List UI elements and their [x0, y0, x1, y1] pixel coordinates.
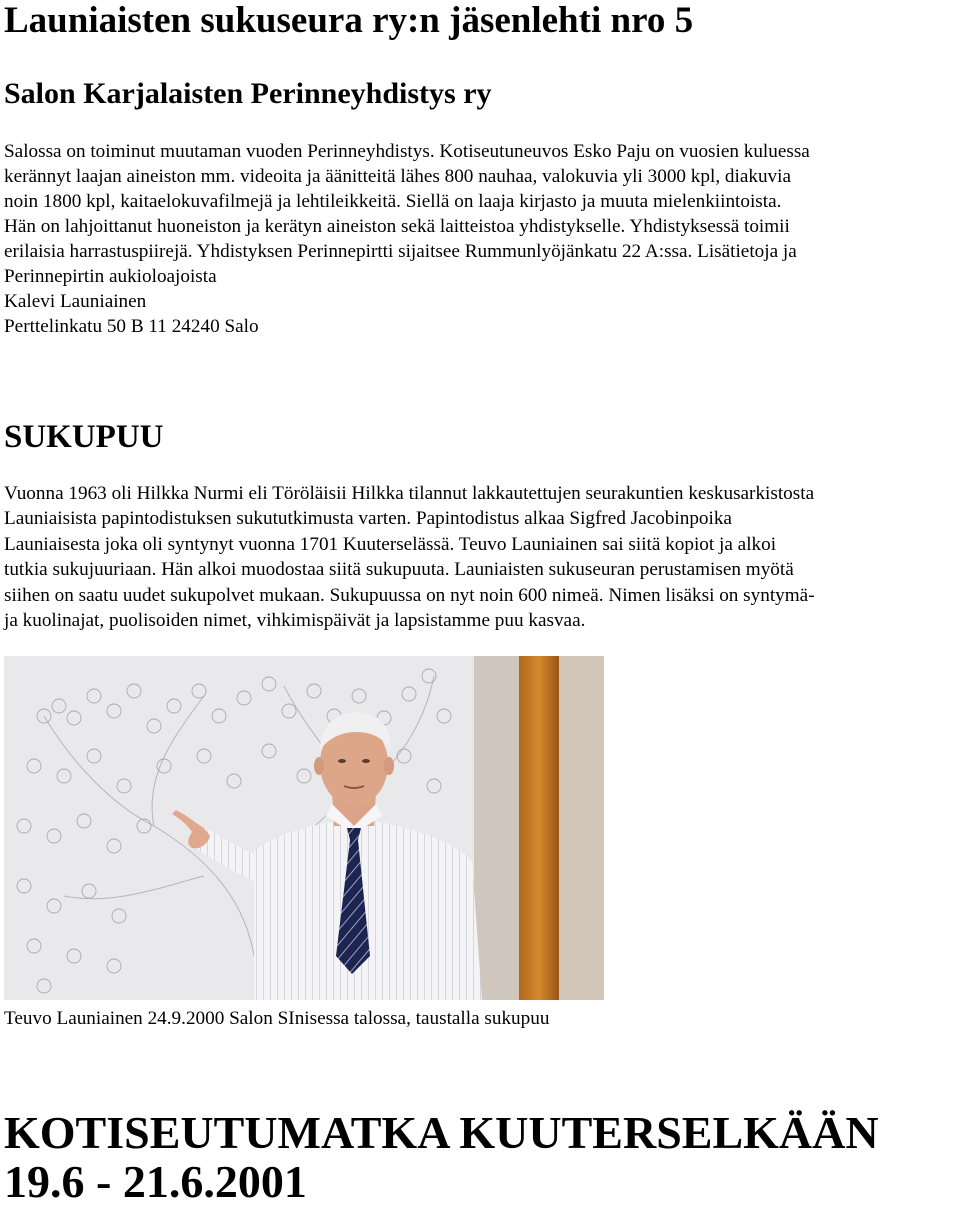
family-tree-photo: [4, 656, 604, 1000]
paragraph-line: erilaisia harrastuspiirejä. Yhdistyksen Perinnepirtti sijaitsee Rummunlyöjänkatu 22 A:ssa. Lisätietoja ja: [4, 241, 797, 262]
paragraph-line: ja kuolinajat, puolisoiden nimet, vihkimispäivät ja lapsistamme puu kasvaa.: [4, 610, 586, 631]
paragraph-line: kerännyt laajan aineiston mm. videoita ja äänitteitä lähes 800 nauhaa, valokuvia yli 3000 kpl, diakuvia: [4, 166, 791, 187]
paragraph-line: Launiaisesta joka oli syntynyt vuonna 1701 Kuuterselässä. Teuvo Launiainen sai siitä kopiot ja alkoi: [4, 534, 777, 555]
paragraph-line: Salossa on toiminut muutaman vuoden Perinneyhdistys. Kotiseutuneuvos Esko Paju on vuosien kuluessa: [4, 141, 810, 162]
section-heading-sukupuu: SUKUPUU: [4, 419, 164, 455]
paragraph-line: Perinnepirtin aukioloajoista: [4, 266, 217, 287]
section-heading-kotiseutumatka: KOTISEUTUMATKA KUUTERSELKÄÄN 19.6 - 21.6.2001: [4, 1107, 879, 1207]
contact-address: Perttelinkatu 50 B 11 24240 Salo: [4, 316, 259, 337]
paragraph-line: Launiaisista papintodistuksen sukututkimusta varten. Papintodistus alkaa Sigfred Jacobinpoika: [4, 508, 732, 529]
paragraph-line: noin 1800 kpl, kaitaelokuvafilmejä ja lehtileikkeitä. Siellä on laaja kirjasto ja muuta mielenkiintoista.: [4, 191, 782, 212]
newsletter-title: Launiaisten sukuseura ry:n jäsenlehti nro 5: [4, 0, 694, 41]
section-heading-perinneyhdistys: Salon Karjalaisten Perinneyhdistys ry: [4, 77, 492, 110]
paragraph-line: tutkia sukujuuriaan. Hän alkoi muodostaa siitä sukupuuta. Launiaisten sukuseuran perustamisen myötä: [4, 559, 794, 580]
paragraph-line: Vuonna 1963 oli Hilkka Nurmi eli Töröläisii Hilkka tilannut lakkautettujen seurakuntien keskusarkistosta: [4, 483, 815, 504]
photo-caption: Teuvo Launiainen 24.9.2000 Salon SInisessa talossa, taustalla sukupuu: [4, 1008, 550, 1029]
paragraph-line: Hän on lahjoittanut huoneiston ja kerätyn aineiston sekä laitteistoa yhdistykselle. Yhdistyksessä toimii: [4, 216, 790, 237]
contact-name: Kalevi Launiainen: [4, 291, 147, 312]
paragraph-line: siihen on saatu uudet sukupolvet mukaan. Sukupuussa on nyt noin 600 nimeä. Nimen lisäksi on syntymä-: [4, 585, 815, 606]
